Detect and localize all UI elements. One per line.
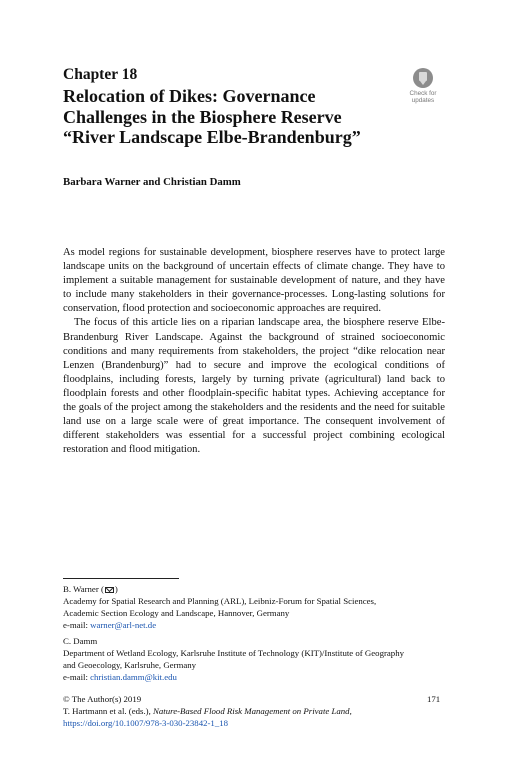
author-name: B. Warner xyxy=(63,584,99,594)
envelope-icon xyxy=(105,587,114,593)
copyright: © The Author(s) 2019 xyxy=(63,694,142,704)
chapter-label: Chapter 18 xyxy=(63,66,138,83)
affiliation-line: Department of Wetland Ecology, Karlsruhe Institute of Technology (KIT)/Institute of Geography xyxy=(63,648,405,658)
affiliation-line: and Geoecology, Karlsruhe, Germany xyxy=(63,660,197,670)
check-for-updates-icon xyxy=(413,68,433,88)
book-title: Nature-Based Flood Risk Management on Private Land xyxy=(152,706,350,716)
authors: Barbara Warner and Christian Damm xyxy=(63,176,241,188)
editors: T. Hartmann et al. (eds.), xyxy=(63,706,153,716)
badge-line: updates xyxy=(411,97,435,104)
page-number: 171 xyxy=(427,694,441,704)
email-label: e-mail: xyxy=(63,672,91,682)
abstract xyxy=(63,246,445,457)
affiliation-damm xyxy=(63,635,448,683)
chapter-title-line: Relocation of Dikes: Governance xyxy=(63,86,316,106)
email-link[interactable]: christian.damm@kit.edu xyxy=(90,672,177,682)
email-link[interactable]: warner@arl-net.de xyxy=(90,620,157,630)
footer: © The Author(s) 2019 T. Hartmann et al. (eds.), Nature-Based Flood Risk Management on Private Land, https://doi.org/10.1007/978-3-030-23842-1_18 xyxy=(63,693,445,729)
abstract-paragraph: The focus of this article lies on a riparian landscape area, the biosphere reserve Elbe-Brandenburg River Landscape. Against the background of strained socioeconomic conditions and many requirements from stakeholders, the project “dike relocation near Lenzen (Brandenburg)” had to secure and improve the ecological conditions of floodplains, including forests, largely by turning private (agricultural) land back to floodplain forests and other floodplain-specific habitat types. Achieving acceptance for the goals of the project among the stakeholders and the residents and the need for suitable land use on a large scale were of great importance. The consequent involvement of different stakeholders was essential for a successful project combining ecological restoration and flood mitigation. xyxy=(63,317,445,456)
badge-line: Check for xyxy=(409,90,437,97)
affiliation-warner: B. Warner ( ) Academy for Spatial Research and Planning (ARL), Leibniz-Forum for Spatial Sciences, Academic Section Ecology and Landscape, Hannover, Germany e-mail: warner@arl-net.de xyxy=(63,583,448,631)
abstract-paragraph: As model regions for sustainable development, biosphere reserves have to protect large landscape units on the background of uncertain effects of climate change. They have to implement a suitable management for sustainable development of nature, and they have to include many stakeholders in their governance-processes. Long-lasting solutions for conservation, flood protection and socioeconomic approaches are required. xyxy=(63,247,445,315)
chapter-title xyxy=(63,86,423,148)
check-for-updates-badge[interactable] xyxy=(402,68,444,106)
affiliation-line: Academic Section Ecology and Landscape, Hannover, Germany xyxy=(63,608,290,618)
email-label: e-mail: xyxy=(63,620,91,630)
footnote-rule xyxy=(63,578,179,579)
chapter-title-line: Challenges in the Biosphere Reserve xyxy=(63,106,342,127)
author-name: C. Damm xyxy=(63,636,98,646)
affiliation-line: Academy for Spatial Research and Planning (ARL), Leibniz-Forum for Spatial Sciences, xyxy=(63,596,377,606)
doi-link[interactable]: https://doi.org/10.1007/978-3-030-23842-1_18 xyxy=(63,718,229,728)
chapter-title-line: “River Landscape Elbe-Brandenburg” xyxy=(63,127,361,147)
